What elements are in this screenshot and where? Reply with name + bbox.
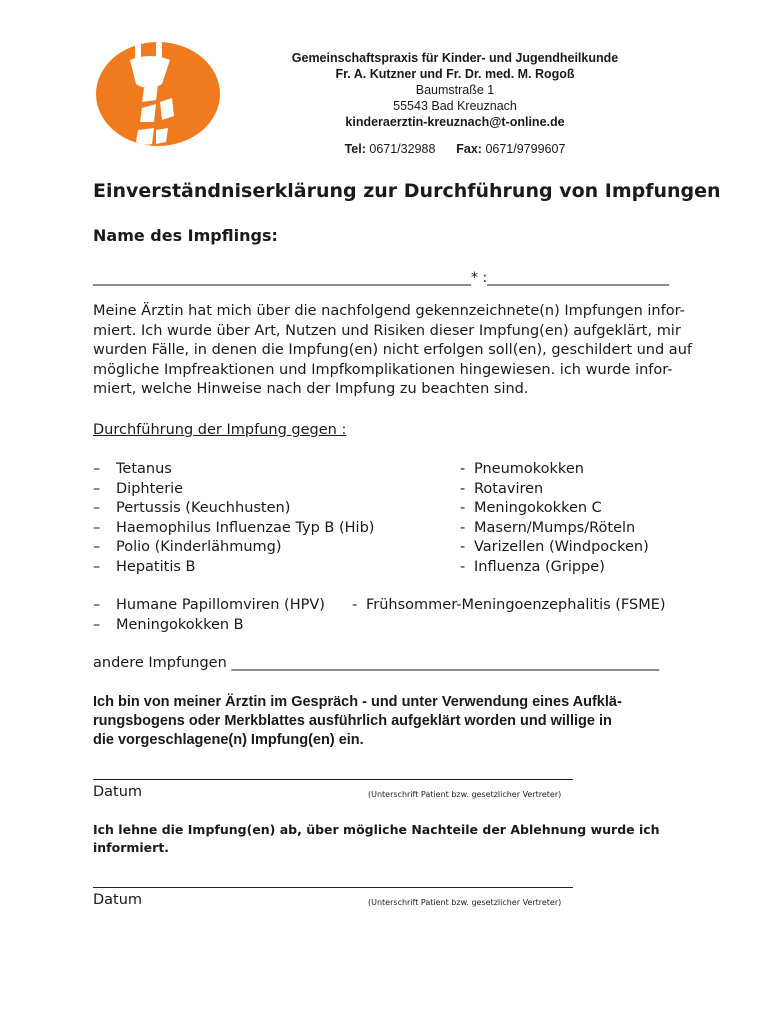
vaccine-list-left (93, 460, 374, 578)
consent-line: miert. Ich wurde über Art, Nutzen und Risiken dieser Impfung(en) aufgeklärt, mir (93, 322, 681, 339)
vaccine-item[interactable]: – Humane Papillomviren (HPV) (93, 597, 325, 613)
date-label: Datum (93, 892, 143, 908)
tel-number: 0671/32988 (369, 142, 436, 156)
vaccine-item-fsme[interactable]: - Frühsommer-Meningoenzephalitis (FSME) (352, 597, 666, 613)
vaccine-item[interactable]: – Hepatitis B (93, 558, 196, 575)
vaccine-item[interactable]: - Masern/Mumps/Röteln (460, 519, 636, 536)
vaccine-item[interactable]: – Polio (Kinderlähmumg) (93, 539, 282, 556)
practice-contact (230, 141, 680, 157)
consent-line: Meine Ärztin hat mich über die nachfolgend gekennzeichnete(n) Impfungen infor- (93, 303, 685, 319)
agreement-line: rungsbogens oder Merkblattes ausführlich aufgeklärt worden und willige in (93, 713, 612, 729)
vaccine-list-right (460, 460, 649, 578)
agreement-paragraph (93, 693, 673, 750)
signature-line[interactable] (93, 779, 573, 780)
vaccination-heading: Durchführung der Impfung gegen : (93, 422, 347, 438)
vaccine-item[interactable]: - Pneumokokken (460, 461, 584, 477)
vaccine-item[interactable]: - Meningokokken C (460, 500, 602, 517)
signature-caption: (Unterschrift Patient bzw. gesetzlicher Vertreter) (368, 898, 562, 907)
name-input-line[interactable]: ______________________________________________________* :__________________________ (93, 270, 670, 286)
refusal-paragraph (93, 821, 673, 857)
signature-caption: (Unterschrift Patient bzw. gesetzlicher Vertreter) (368, 790, 562, 799)
vaccine-item[interactable]: – Haemophilus Influenzae Typ B (Hib) (93, 519, 375, 536)
fax-label: Fax: (456, 142, 482, 156)
vaccine-item[interactable]: - Rotaviren (460, 480, 544, 497)
fax-number: 0671/9799607 (485, 142, 566, 156)
practice-city: 55543 Bad Kreuznach (393, 99, 517, 113)
vaccine-item[interactable]: - Varizellen (Windpocken) (460, 539, 649, 556)
consent-line: miert, welche Hinweise nach der Impfung zu beachten sind. (93, 381, 529, 398)
vaccine-list-extra (93, 596, 325, 635)
consent-line: mögliche Impfreaktionen und Impfkomplikationen hingewiesen. ich wurde infor- (93, 361, 673, 378)
practice-doctors: Fr. A. Kutzner und Fr. Dr. med. M. Rogoß (335, 67, 575, 81)
name-label: Name des Impflings: (93, 226, 278, 245)
vaccine-item[interactable]: – Tetanus (93, 461, 172, 477)
vaccine-item[interactable]: – Diphterie (93, 480, 184, 497)
agreement-line: Ich bin von meiner Ärztin im Gespräch - und unter Verwendung eines Aufklä- (93, 694, 622, 710)
vaccine-item[interactable]: - Influenza (Grippe) (460, 558, 605, 575)
consent-line: wurden Fälle, in denen die Impfung(en) nicht erfolgen soll(en), geschildert und auf (93, 342, 692, 359)
practice-email: kinderaerztin-kreuznach@t-online.de (345, 115, 565, 129)
signature-line[interactable] (93, 887, 573, 888)
refusal-line: informiert. (93, 840, 170, 855)
other-vaccinations-line[interactable]: andere Impfungen ___________________________________________________________ (93, 655, 660, 671)
form-title: Einverständniserklärung zur Durchführung von Impfungen (93, 180, 721, 202)
refusal-line: Ich lehne die Impfung(en) ab, über mögliche Nachteile der Ablehnung wurde ich (93, 822, 660, 837)
giraffe-logo-icon (92, 38, 222, 148)
consent-paragraph (93, 302, 692, 400)
vaccine-item[interactable]: – Meningokokken B (93, 616, 244, 633)
practice-street: Baumstraße 1 (415, 83, 495, 97)
date-label: Datum (93, 784, 143, 800)
practice-name: Gemeinschaftspraxis für Kinder- und Jugendheilkunde (291, 51, 619, 65)
agreement-line: die vorgeschlagene(n) Impfung(en) ein. (93, 732, 364, 748)
tel-label: Tel: (344, 142, 366, 156)
vaccine-item[interactable]: – Pertussis (Keuchhusten) (93, 500, 291, 517)
